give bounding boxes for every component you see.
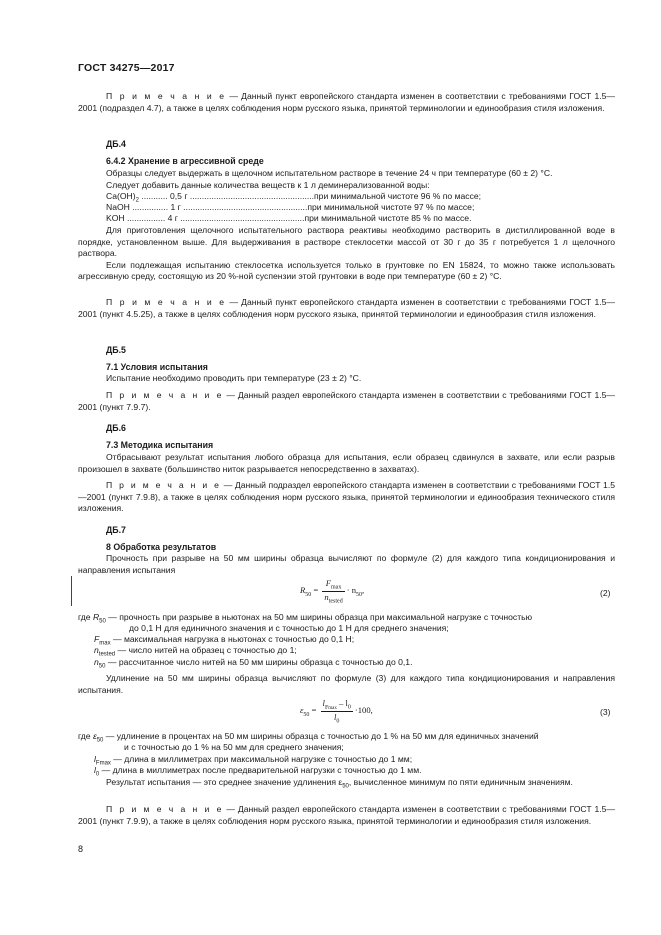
definition-row: $F_{max}$ — максимальная нагрузка в ньютонах с точностью до 0,1 Н; — [94, 634, 355, 647]
appendix-db6-heading: ДБ.6 — [106, 423, 126, 433]
note-1 — [78, 91, 615, 114]
section-73-title: 7.3 Методика испытания — [106, 440, 214, 450]
section-73-body — [78, 452, 615, 475]
paragraph: Прочность при разрыве на 50 мм ширины образца вычисляют по формуле (2) для каждого типа кондиционирования и направления испытания — [78, 553, 615, 575]
note-label: П р и м е ч а н и е — [106, 804, 224, 814]
paragraph: Следует добавить данные количества веществ к 1 л деминерализованной воды: — [106, 179, 430, 190]
definition-row: $n_{tested}$ — число нитей на образец с точностью до 1; — [94, 645, 297, 658]
reagent-row: KOH ................ 4 г ....................................................при минимальной чистоте 85 % по массе. — [106, 213, 472, 223]
definition-row: $l_{Fmax}$ — длина в миллиметрах при максимальной нагрузке с точностью до 1 мм; — [94, 754, 413, 767]
section-8-title: 8 Обработка результатов — [106, 542, 217, 552]
reagent-row: NaOH ............... 1 г ....................................................при минимальной чистоте 97 % по массе; — [106, 202, 475, 212]
appendix-db7-heading: ДБ.7 — [106, 525, 126, 535]
note-text: — Данный раздел европейского стандарта изменен в соответствии с требованиями ГОСТ 1.5—2001 (пункт 7.9.7). — [78, 390, 615, 412]
definition-row: $n_{50}$ — рассчитанное число нитей на 50 мм ширины образца с точностью до 0,1. — [94, 657, 413, 670]
paragraph: Если подлежащая испытанию стеклосетка используется только в грунтовке по EN 15824, то можно также использовать агрессивную среду, состоящую из 20 %-ной суспензии этой грунтовки в воде при температуре (60 ± 2) °С. — [78, 259, 615, 282]
definition-row: где $\varepsilon_{50}$ — удлинение в процентах на 50 мм ширины образца с точностью до 1 % на 50 мм для единичных значений — [78, 731, 539, 744]
note-label: П р и м е ч а н и е — [106, 480, 222, 490]
note-text: — Данный подраздел европейского стандарта изменен в соответствии с требованиями ГОСТ 1.5—2001 (пункт 7.9.8), а также в целях соблюдения норм русского языка, принятой терминологии и единообразия технического стиля изложения. — [78, 480, 615, 514]
note-4 — [78, 480, 615, 515]
definition-row: где $R_{50}$ — прочность при разрыве в ньютонах на 50 мм ширины образца при максимальной нагрузке с точностью — [78, 612, 533, 625]
formula-2: $R_{50}$ = $\frac{F_{max}}{n_{tested}}$ · $n_{50}$, — [300, 578, 365, 605]
appendix-db4-heading: ДБ.4 — [106, 139, 126, 149]
section-642-title: 6.4.2 Хранение в агрессивной среде — [106, 156, 264, 166]
note-text: — Данный раздел европейского стандарта изменен в соответствии с требованиями ГОСТ 1.5—2001 (пункт 7.9.9), а также в целях соблюдения норм русского языка, принятой терминологии и единообразия стиля изложения. — [78, 804, 615, 826]
section-8-body — [78, 553, 615, 576]
paragraph: Результат испытания — это среднее значение удлинения $\varepsilon_{50}$, вычисленное минимум по пяти единичным значениям. — [106, 777, 573, 790]
note-label: П р и м е ч а н и е — [106, 91, 227, 101]
paragraph: Испытание необходимо проводить при температуре (23 ± 2) °С. — [106, 373, 362, 383]
paragraph: Отбрасывают результат испытания любого образца для испытания, если образец сдвинулся в захвате, или если разрыв произошел в захвате (большинство ниток разрывается непосредственно в захватах). — [78, 452, 615, 474]
note-label: П р и м е ч а н и е — [106, 390, 224, 400]
section-8-body-3 — [78, 777, 615, 793]
section-71-body — [78, 373, 615, 385]
margin-change-bar — [71, 576, 72, 606]
definition-row: до 0,1 Н для единичного значения и с точностью до 1 Н для среднего значения; — [129, 623, 449, 633]
formula-number: (3) — [600, 707, 611, 717]
note-5 — [78, 804, 615, 827]
document-header: ГОСТ 34275—2017 — [78, 62, 175, 74]
section-642-body-2 — [78, 225, 615, 283]
section-71-title: 7.1 Условия испытания — [106, 362, 208, 372]
page-number: 8 — [78, 844, 84, 854]
note-2 — [78, 297, 615, 320]
paragraph: Образцы следует выдержать в щелочном испытательном растворе в течение 24 ч при температуре (60 ± 2) °С. — [106, 168, 553, 178]
note-label: П р и м е ч а н и е — [106, 297, 227, 307]
definition-row: и с точностью до 1 % на 50 мм для среднего значения; — [124, 742, 344, 752]
formula-number: (2) — [600, 588, 611, 598]
note-3 — [78, 390, 615, 413]
paragraph: Удлинение на 50 мм ширины образца вычисляют по формуле (3) для каждого типа кондиционирования и направления испытания. — [78, 673, 615, 695]
note-text: — Данный пункт европейского стандарта изменен в соответствии с требованиями ГОСТ 1.5—2001 (пункт 4.5.25), а также в целях соблюдения норм русского языка, принятой терминологии и единообразия стиля изложения. — [78, 297, 615, 319]
formula-3: $\varepsilon_{50}$ = $\frac{l_{Fmax} - l_0}{l_0}$ ·100, — [300, 698, 373, 725]
reagent-row: $Ca(OH)_2$ ........... 0,5 г ....................................................при минимальной чистоте 96 % по массе; — [106, 191, 482, 204]
paragraph: Для приготовления щелочного испытательного раствора реактивы необходимо растворить в дистиллированной воде в порядке, установленном выше. Для выдерживания в растворе стеклосетки массой от 30 г до 35 г потребуется 1 л щелочного раствора. — [78, 225, 615, 259]
section-8-body-2 — [78, 673, 615, 696]
section-642-body — [78, 168, 615, 191]
appendix-db5-heading: ДБ.5 — [106, 345, 126, 355]
definition-row: $l_0$ — длина в миллиметрах после предварительной нагрузки с точностью до 1 мм. — [94, 765, 422, 778]
note-text: — Данный пункт европейского стандарта изменен в соответствии с требованиями ГОСТ 1.5—2001 (подраздел 4.7), а также в целях соблюдения норм русского языка, принятой терминологии и единообразия стиля изложения. — [78, 91, 615, 113]
